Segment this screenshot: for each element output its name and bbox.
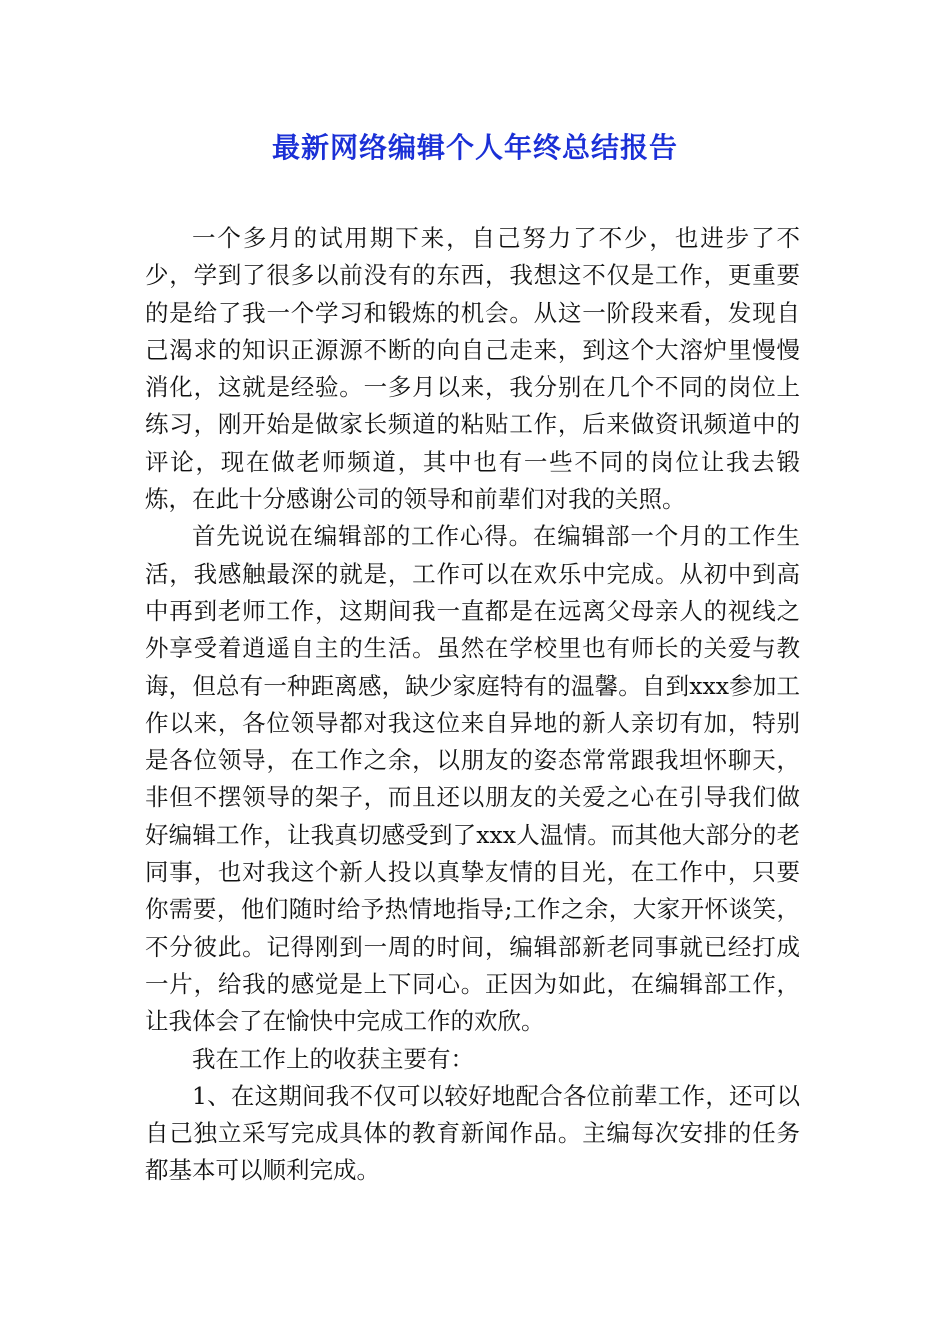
- document-title: 最新网络编辑个人年终总结报告: [271, 131, 678, 164]
- paragraph-work-experience: 首先说说在编辑部的工作心得。在编辑部一个月的工作生活，我感触最深的就是，工作可以在欢乐中完成。从初中到高中再到老师工作，这期间我一直都是在远离父母亲人的视线之外享受着逍遥自主的生活。虽然在学校里也有师长的关爱与教诲，但总有一种距离感，缺少家庭特有的温馨。自到xxx参加工作以来，各位领导都对我这位来自异地的新人亲切有加，特别是各位领导，在工作之余，以朋友的姿态常常跟我坦怀聊天，非但不摆领导的架子，而且还以朋友的关爱之心在引导我们做好编辑工作，让我真切感受到了xxx人温情。而其他大部分的老同事，也对我这个新人投以真挚友情的目光，在工作中，只要你需要，他们随时给予热情地指导;工作之余，大家开怀谈笑，不分彼此。记得刚到一周的时间，编辑部新老同事就已经打成一片，给我的感觉是上下同心。正因为如此，在编辑部工作，让我体会了在愉快中完成工作的欢欣。: [145, 522, 800, 1036]
- paragraph-intro: 一个多月的试用期下来，自己努力了不少，也进步了不少，学到了很多以前没有的东西，我想这不仅是工作，更重要的是给了我一个学习和锻炼的机会。从这一阶段来看，发现自己渴求的知识正源源不断的向自己走来，到这个大溶炉里慢慢消化，这就是经验。一多月以来，我分别在几个不同的岗位上练习，刚开始是做家长频道的粘贴工作，后来做资讯频道中的评论，现在做老师频道，其中也有一些不同的岗位让我去锻炼，在此十分感谢公司的领导和前辈们对我的关照。: [145, 224, 800, 514]
- paragraph-gain-item-1: 1、在这期间我不仅可以较好地配合各位前辈工作，还可以自己独立采写完成具体的教育新闻作品。主编每次安排的任务都基本可以顺利完成。: [145, 1081, 800, 1185]
- document-body: [145, 220, 800, 1190]
- paragraph-gains-heading: 我在工作上的收获主要有：: [192, 1044, 474, 1073]
